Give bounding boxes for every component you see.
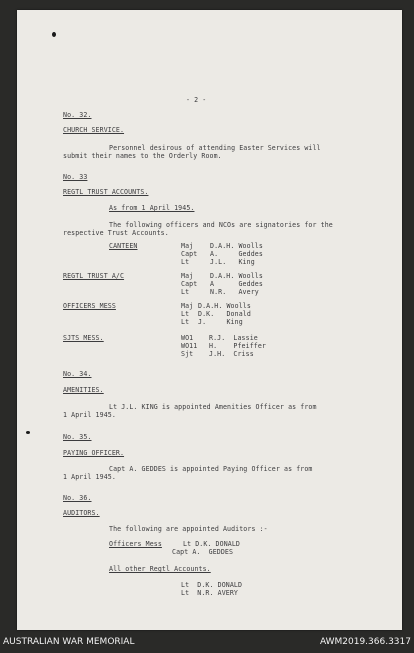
document-page [17,10,402,630]
paragraph-line: Personnel desirous of attending Easter Services will [109,144,321,152]
paragraph-line: submit their names to the Orderly Room. [63,152,222,160]
section-number: No. 33 [63,173,88,181]
signatory-name: H. Pfeiffer [209,342,266,350]
signatory-name: J.H. Criss [209,350,254,358]
footer-accession-number: AWM2019.366.3317 [319,637,411,647]
signatory-rank: WO11 [181,342,198,350]
signatory-name: N.R. Avery [210,288,259,296]
signatory-rank: Maj [181,242,194,250]
ink-mark [26,431,30,434]
signatory-name: A Geddes [210,280,263,288]
account-name: CANTEEN [109,242,138,250]
signatory-name: R.J. Lassie [209,334,258,342]
paragraph-line: The following are appointed Auditors :- [109,525,268,533]
account-name: SJTS MESS. [63,334,104,342]
signatory-name: D.A.H. Woolls [198,302,251,310]
signatory-name: D.K. Donald [198,310,251,318]
page-number: - 2 - [186,96,207,104]
signatory-name: J.L. King [210,258,255,266]
signatory-rank: Lt [181,310,190,318]
signatory-rank: Capt [181,250,198,258]
footer-credit: AUSTRALIAN WAR MEMORIAL [3,637,135,647]
section-number: No. 36. [63,494,92,502]
section-heading: AMENITIES. [63,386,104,394]
paragraph-line: The following officers and NCOs are signatories for the [109,221,333,229]
paragraph-line: Lt J.L. KING is appointed Amenities Officer as from [109,403,317,411]
paragraph-line: respective Trust Accounts. [63,229,169,237]
signatory-rank: Maj [181,272,194,280]
section-number: No. 35. [63,433,92,441]
signatory-rank: Maj [181,302,194,310]
paragraph-line: 1 April 1945. [63,411,116,419]
paragraph-line: Capt A. GEDDES is appointed Paying Officer as from [109,465,313,473]
auditor-name: Lt N.R. AVERY [181,589,238,597]
section-heading: REGTL TRUST ACCOUNTS. [63,188,149,196]
auditor-name: Lt D.K. DONALD [183,540,240,548]
signatory-rank: Sjt [181,350,194,358]
signatory-name: D.A.H. Woolls [210,272,263,280]
auditor-name: Capt A. GEDDES [172,548,234,556]
section-heading: AUDITORS. [63,509,100,517]
signatory-rank: Lt [181,258,190,266]
signatory-rank: Capt [181,280,198,288]
auditor-group-label: All other Regtl Accounts. [109,565,211,573]
signatory-name: A. Geddes [210,250,263,258]
paragraph-line: 1 April 1945. [63,473,116,481]
signatory-name: D.A.H. Woolls [210,242,263,250]
auditor-name: Lt D.K. DONALD [181,581,243,589]
section-heading: CHURCH SERVICE. [63,126,125,134]
section-number: No. 34. [63,370,92,378]
effective-date: As from 1 April 1945. [109,204,195,212]
auditor-group-label: Officers Mess [109,540,162,548]
section-number: No. 32. [63,111,92,119]
section-heading: PAYING OFFICER. [63,449,125,457]
account-name: OFFICERS MESS [63,302,116,310]
signatory-rank: Lt [181,288,190,296]
ink-mark [52,32,56,37]
account-name: REGTL TRUST A/C [63,272,125,280]
signatory-rank: Lt [181,318,190,326]
signatory-name: J. King [198,318,243,326]
signatory-rank: WO1 [181,334,194,342]
